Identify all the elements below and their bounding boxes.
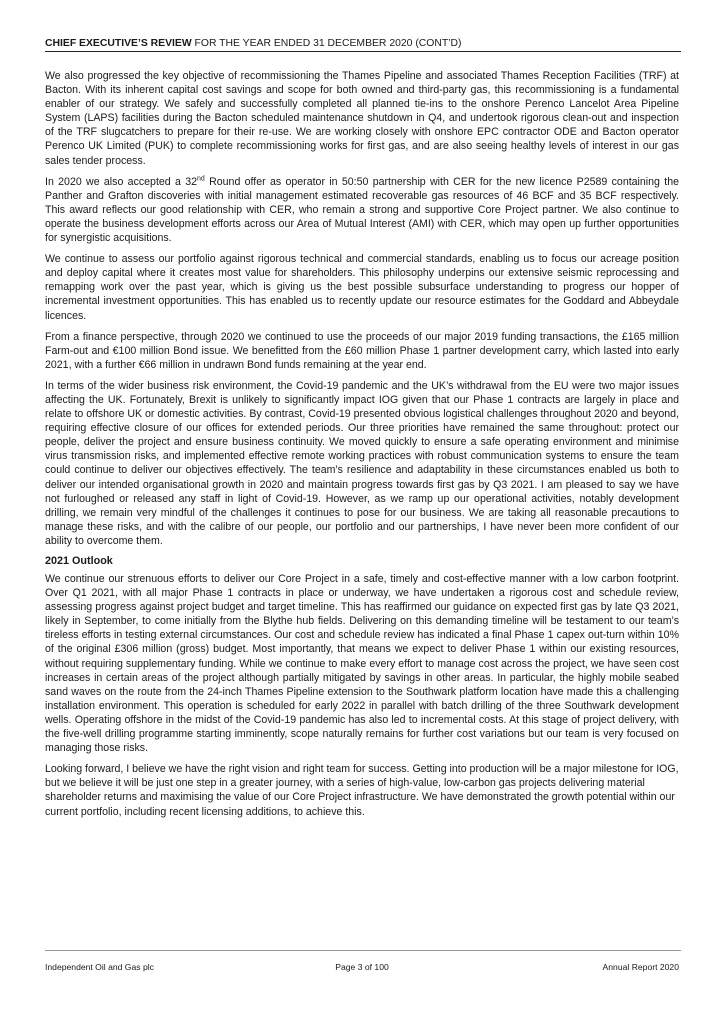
footer-page-number: Page 3 of 100 <box>335 962 389 972</box>
header-title: CHIEF EXECUTIVE’S REVIEW <box>45 38 192 49</box>
paragraph-licence-award: In 2020 we also accepted a 32nd Round offer as operator in 50:50 partnership with CER for the new licence P2589 containing the Panther and Grafton discoveries with initial management estimated recoverable gas resources of 46 BCF and 35 BCF respectively. This award reflects our good relationship with CER, who remain a strong and supportive Core Project partner. We also continue to operate the business development efforts across our Area of Mutual Interest (AMI) with CER, which may open up further opportunities for synergistic acquisitions. <box>45 175 679 245</box>
page-header <box>45 38 681 52</box>
ordinal-suffix: nd <box>197 175 205 183</box>
paragraph-portfolio: We continue to assess our portfolio against rigorous technical and commercial standards, enabling us to focus our acreage position and deploy capital where it creates most value for shareholders. This philosophy underpins our extensive seismic reprocessing and remapping work over the past year, which is giving us the best possible subsurface understanding to progress our hopper of incremental investment opportunities. This has enabled us to recently update our resource estimates for the Goddard and Abbeydale licences. <box>45 253 679 322</box>
review-body <box>45 69 679 826</box>
paragraph-thames-pipeline: We also progressed the key objective of recommissioning the Thames Pipeline and associated Thames Reception Facilities (TRF) at Bacton. With its inherent capital cost savings and scope for both owned and third-party gas, this recommissioning is a fundamental enabler of our strategy. We safely and successfully completed all planned tie-ins to the onshore Perenco Lancelot Area Pipeline System (LAPS) facilities during the Bacton scheduled maintenance shutdown in Q4, and undertook rigorous clean-out and inspection of the TRF slugcatchers to prepare for their re-use. We are working closely with onshore EPC contractor ODE and Bacton operator Perenco UK Limited (PUK) to complete recommissioning works for first gas, and are also seeing healthy levels of interest in our gas sales tender process. <box>45 70 679 167</box>
section-heading-outlook: 2021 Outlook <box>45 555 113 567</box>
paragraph-outlook: We continue our strenuous efforts to deliver our Core Project in a safe, timely and cost-effective manner with a low carbon footprint. Over Q1 2021, with all major Phase 1 contracts in place or underway, we have undertaken a rigorous cost and schedule review, assessing progress against project budget and target timeline. This has reaffirmed our guidance on expected first gas by late Q3 2021, likely in September, to come initially from the Blythe hub fields. Delivering on this demanding timeline will be testament to our team’s tireless efforts in testing external circumstances. Our cost and schedule review has indicated a final Phase 1 capex out-turn within 10% of the original £306 million (gross) budget. Most importantly, that means we expect to deliver Phase 1 within our existing resources, without requiring supplementary funding. While we continue to make every effort to manage cost across the project, we have seen cost increases in certain areas of the project although partially mitigated by savings in other areas. In particular, the highly mobile seabed sand waves on the route from the 24-inch Thames Pipeline extension to the Southwark platform location have made this a challenging installation environment. This operation is scheduled for early 2022 in parallel with batch drilling of the three Southwark development wells. Operating offshore in the midst of the Covid-19 pandemic has also led to incremental costs. At this stage of project delivery, with the five-well drilling programme starting imminently, scope naturally remains for further cost variations but our team is very focused on managing those risks. <box>45 573 679 755</box>
footer-report-title: Annual Report 2020 <box>602 962 679 972</box>
paragraph-risk-environment: In terms of the wider business risk environment, the Covid-19 pandemic and the UK’s withdrawal from the EU were two major issues affecting the UK. Fortunately, Brexit is unlikely to significantly impact IOG given that our Phase 1 contracts are largely in place and relate to offshore UK or domestic activities. By contrast, Covid-19 presented obvious logistical challenges throughout 2020 and beyond, requiring effective closure of our offices for extended periods. Our three priorities have remained the same throughout: protect our people, deliver the project and ensure business continuity. We moved quickly to ensure a safe operating environment and minimise virus transmission risks, and implemented effective remote working practices with robust communication systems to ensure the team could continue to deliver our objectives effectively. The team’s resilience and adaptability in these circumstances enabled us both to deliver our intended organisational growth in 2020 and maintain progress towards first gas by Q3 2021. I am pleased to say we have not furloughed or released any staff in light of Covid-19. However, as we ramp up our operational activities, notably development drilling, we remain very mindful of the challenges it continues to pose for our business. We are taking all reasonable precautions to manage these risks, and with the calibre of our people, our portfolio and our partnerships, I have never been more confident of our ability to overcome them. <box>45 379 679 547</box>
paragraph-finance: From a finance perspective, through 2020 we continued to use the proceeds of our major 2019 funding transactions, the £165 million Farm-out and €100 million Bond issue. We benefitted from the £60 million Phase 1 partner development carry, which lasted into early 2021, with a further €66 million in undrawn Bond funds remaining at the year end. <box>45 330 679 371</box>
footer-company: Independent Oil and Gas plc <box>45 962 154 972</box>
paragraph-looking-forward: Looking forward, I believe we have the right vision and right team for success. Getting into production will be a major milestone for IOG, but we believe it will be just one step in a greater journey, with a series of high-value, low-carbon gas projects delivering material shareholder returns and maximising the value of our Core Project infrastructure. We have demonstrated the growth potential within our current portfolio, including recent licensing additions, to achieve this. <box>45 763 679 818</box>
footer-divider <box>45 950 681 951</box>
header-subtitle: FOR THE YEAR ENDED 31 DECEMBER 2020 (CONT’D) <box>191 38 462 49</box>
